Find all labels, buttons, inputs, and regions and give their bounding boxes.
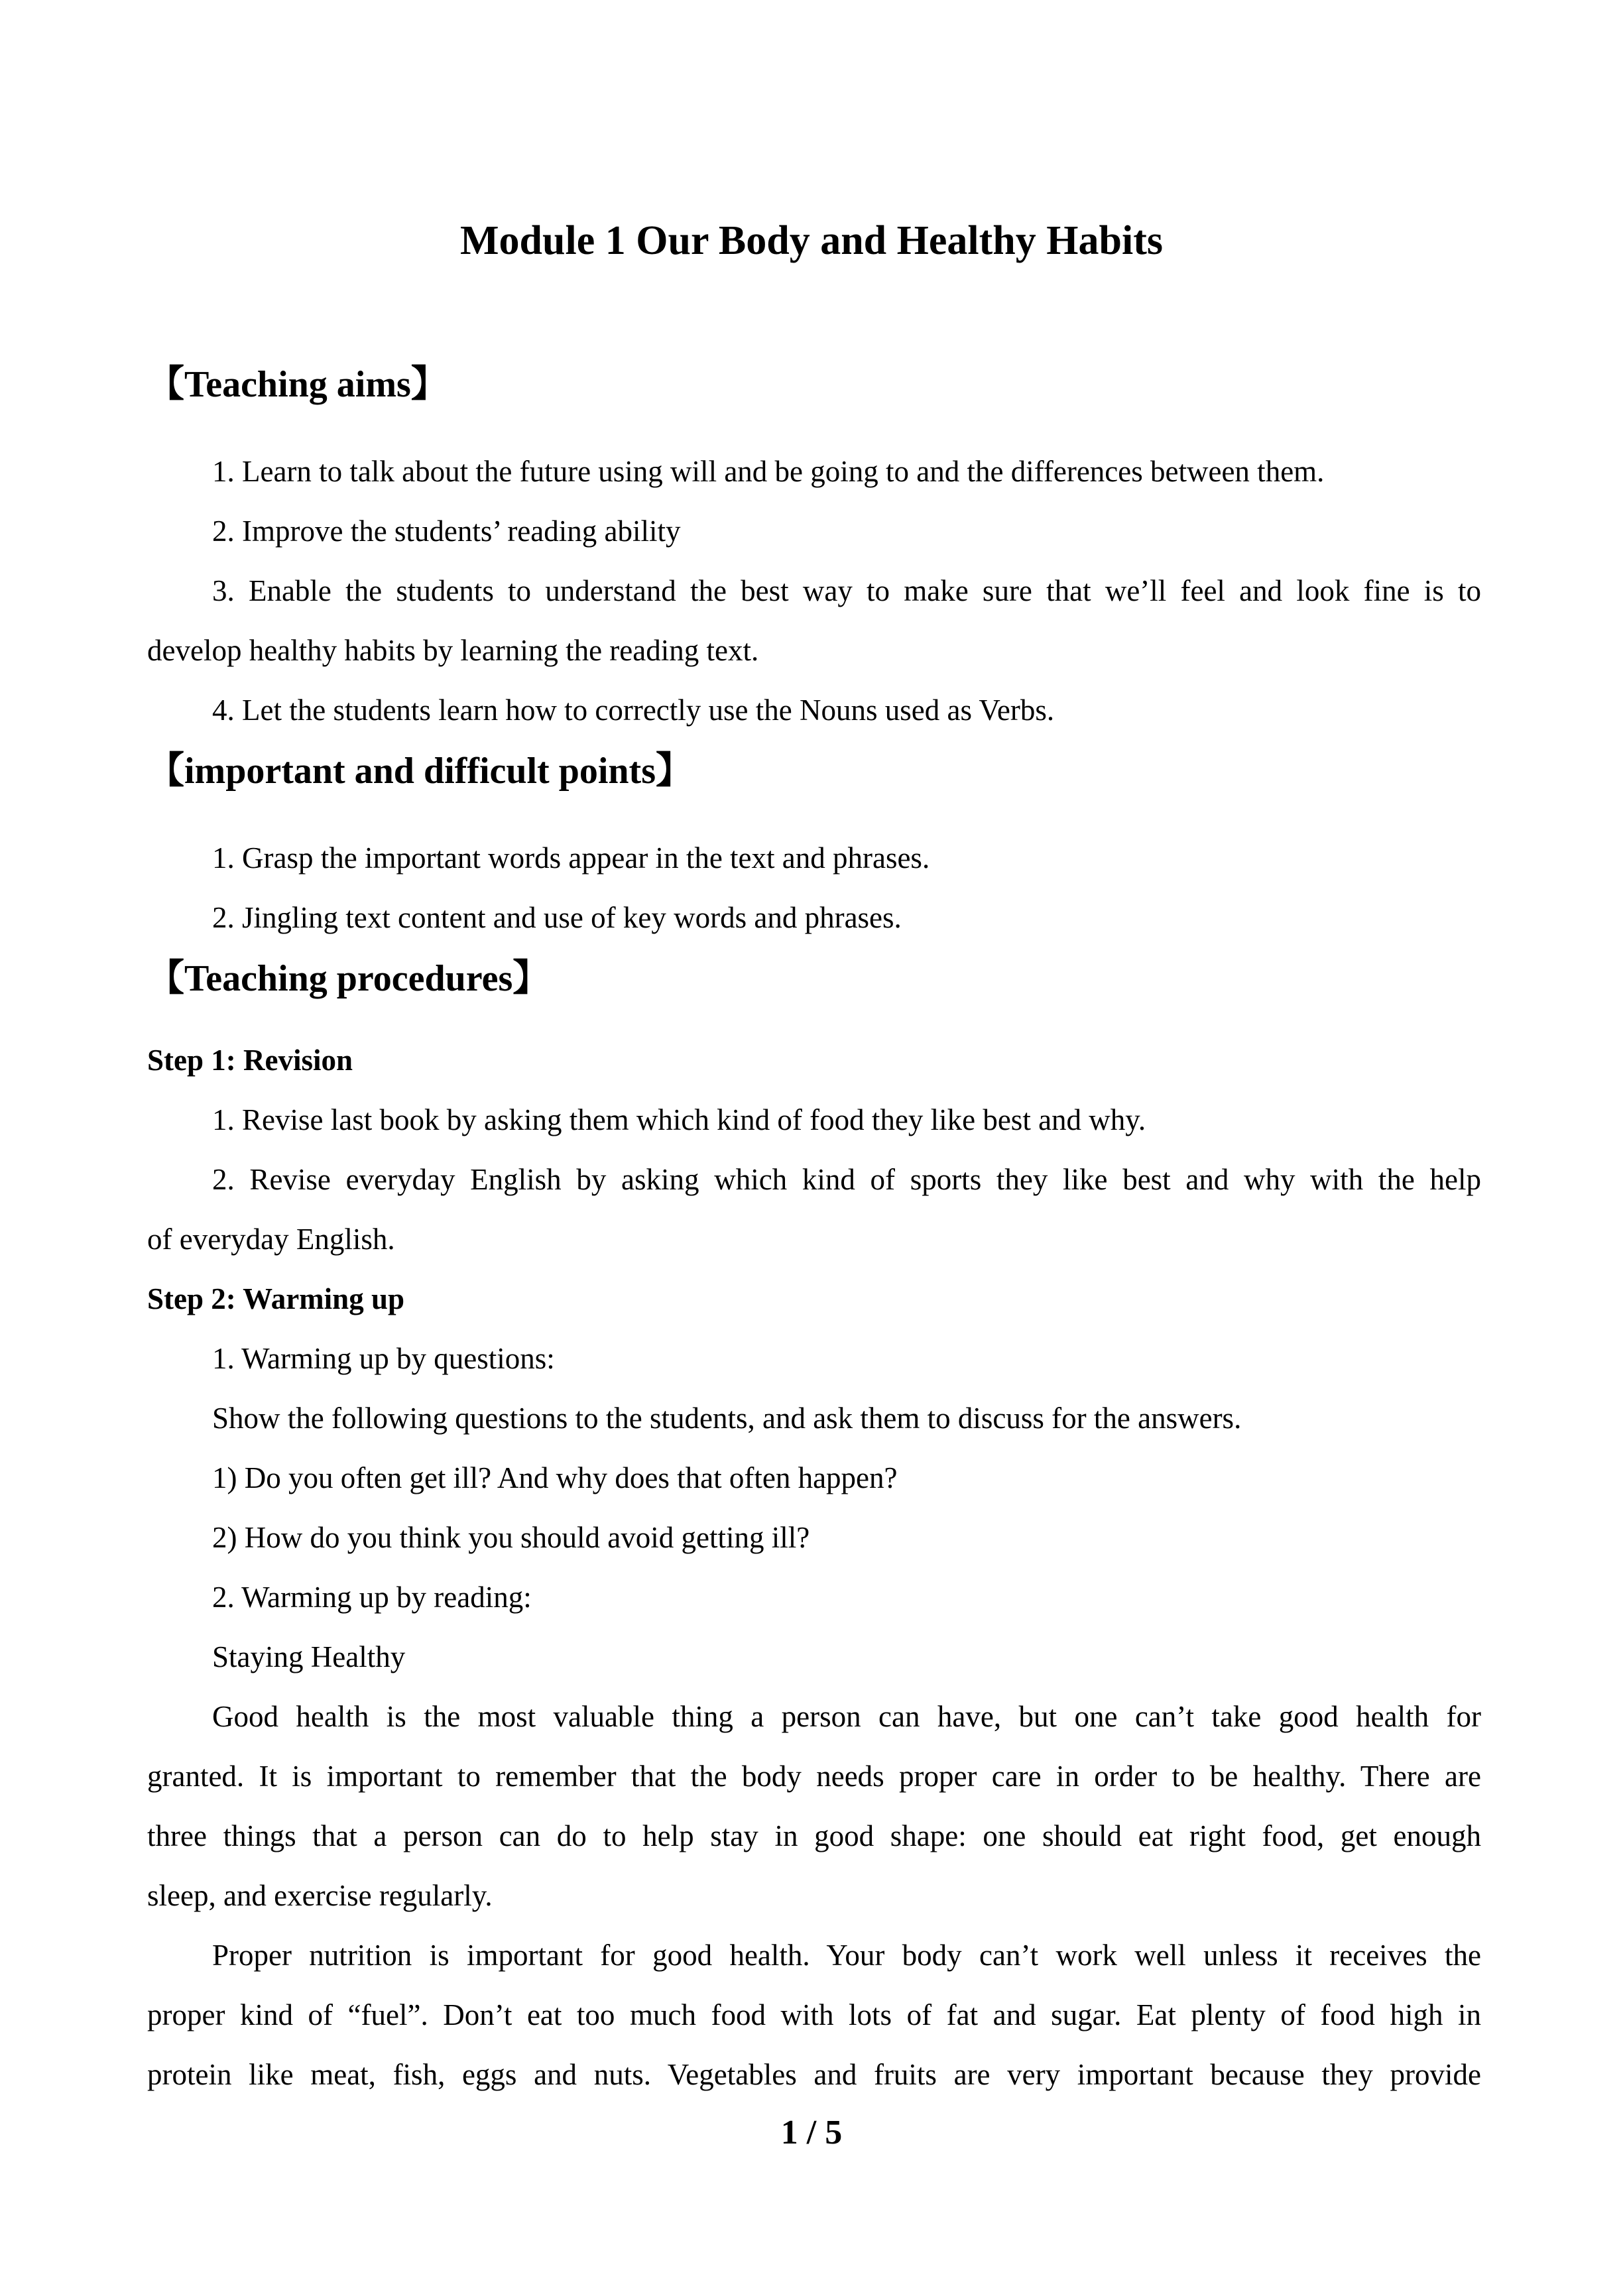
paragraph-1-line-3: three things that a person can do to help stay in good shape: one should eat right food, get enough (147, 1819, 1481, 1852)
aim-line-1: 1. Learn to talk about the future using will and be going to and the differences between them. (212, 455, 1325, 488)
paragraph-2-line-1: Proper nutrition is important for good health. Your body can’t work well unless it receives the (212, 1939, 1481, 1972)
point-line-1: 1. Grasp the important words appear in the text and phrases. (212, 841, 930, 875)
paragraph-1-line-4: sleep, and exercise regularly. (147, 1879, 493, 1912)
paragraph-2-line-2: proper kind of “fuel”. Don’t eat too much food with lots of fat and sugar. Eat plenty of food high in (147, 1998, 1481, 2031)
paragraph-2-line-3: protein like meat, fish, eggs and nuts. Vegetables and fruits are very important because they provide (147, 2058, 1481, 2091)
step-1-line-2-continued: of everyday English. (147, 1223, 395, 1256)
step-2-line-1: 1. Warming up by questions: (212, 1342, 555, 1375)
step-2-title: Step 2: Warming up (147, 1282, 404, 1315)
section-heading-teaching-aims: 【Teaching aims】 (147, 364, 448, 405)
step-2-question-1: 1) Do you often get ill? And why does that often happen? (212, 1461, 898, 1494)
section-heading-important-points: 【important and difficult points】 (147, 751, 693, 792)
step-2-line-2: Show the following questions to the students, and ask them to discuss for the answers. (212, 1402, 1242, 1435)
reading-title: Staying Healthy (212, 1640, 406, 1673)
aim-line-3: 3. Enable the students to understand the best way to make sure that we’ll feel and look fine is to (212, 574, 1481, 607)
paragraph-1-line-1: Good health is the most valuable thing a person can have, but one can’t take good health for (212, 1700, 1481, 1733)
aim-line-2: 2. Improve the students’ reading ability (212, 514, 681, 548)
aim-line-3-continued: develop healthy habits by learning the reading text. (147, 634, 759, 667)
section-heading-teaching-procedures: 【Teaching procedures】 (147, 958, 550, 999)
page-title: Module 1 Our Body and Healthy Habits (460, 218, 1163, 263)
page-number: 1 / 5 (780, 2114, 843, 2151)
step-1-title: Step 1: Revision (147, 1044, 353, 1077)
step-2-question-2: 2) How do you think you should avoid getting ill? (212, 1521, 810, 1554)
paragraph-1-line-2: granted. It is important to remember that the body needs proper care in order to be healthy. There are (147, 1760, 1481, 1793)
step-1-line-2: 2. Revise everyday English by asking which kind of sports they like best and why with the help (212, 1163, 1481, 1196)
point-line-2: 2. Jingling text content and use of key words and phrases. (212, 901, 902, 934)
step-2-line-reading: 2. Warming up by reading: (212, 1581, 532, 1614)
aim-line-4: 4. Let the students learn how to correctly use the Nouns used as Verbs. (212, 694, 1055, 727)
step-1-line-1: 1. Revise last book by asking them which kind of food they like best and why. (212, 1103, 1146, 1136)
